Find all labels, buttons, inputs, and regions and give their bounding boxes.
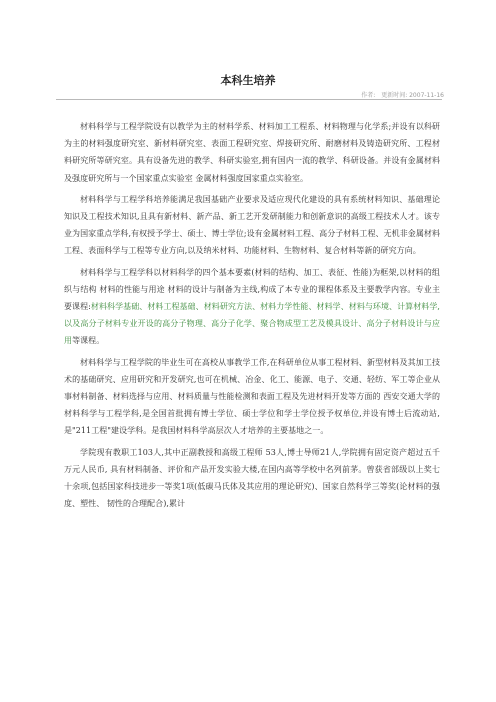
paragraph-careers: 材料科学与工程学院的毕业生可在高校从事教学工作,在科研单位从事工程材料、新型材料及其加工技术的基础研究、应用研究和开发研究,也可在机械、冶金、化工、能源、电子、交通、轻纺、军工等企业从事材料制备、材料选择与应用、材料质量与性能检测和表面工程及先进材料开发等方面的 西安交通大学的材料科学与工程学科,是全国首批拥有博士学位、硕士学位和学士学位授予权单位,并设有博士后流动站,是"211工程"建设学科。是我国材料科学高层次人才培养的主要基地之一。 [64, 357, 440, 436]
course-list-highlight: 材料科学基础、材料工程基础、材料研究方法、材料力学性能、材料学、材料与环境、计算材料学,以及高分子材料专业开设的高分子物理、高分子化学、聚合物成型工艺及模具设计、高分子材料设计与应用 [64, 302, 440, 346]
article-body [64, 118, 440, 516]
title-divider [56, 99, 442, 100]
curriculum-tail-text: 等课程。 [72, 336, 105, 346]
paragraph-curriculum [64, 264, 440, 350]
paragraph-training-goals: 材料科学与工程学科培养能满足我国基础产业要求及适应现代化建设的具有系统材料知识、基础理论知识及工程技术知识,且具有新材料、新产品、新工艺开发研制能力和创新意识的高级工程技术人才。该专业为国家重点学科,有权授予学士、硕士、博士学位;设有金属材料工程、高分子材料工程、无机非金属材料工程、表面科学与工程等专业方向,以及纳米材料、功能材料、生物材料、复合材料等新的研究方向。 [64, 194, 440, 256]
updated-label: 更新时间: 2007-11-16 [381, 92, 444, 99]
curriculum-intro-text: 材料科学与工程学科以材料科学的四个基本要素(材料的结构、加工、表征、性能)为框架,以材料的组织与结构 材料的性能与用途 材料的设计与制备为主线,构成了本专业的课程体系及主要教学内容。专业主要课程: [64, 267, 440, 312]
author-label: 作者: [361, 92, 376, 99]
paragraph-faculty: 学院现有教职工103人,其中正副教授和高级工程师 53人,博士导师21人,学院拥有固定资产超过五千万元人民币, 具有材料制备、评价和产品开发实验大楼,在国内高等学校中名列前茅。曾获省部级以上奖七十余项,包括国家科技进步一等奖1项(低碳马氏体及其应用的理论研究)、国家自然科学三等奖(论材料的强度、塑性、 韧性的合理配合),累计 [64, 447, 440, 509]
paragraph-intro: 材料科学与工程学院设有以教学为主的材料学系、材料加工工程系、材料物理与化学系;并设有以科研为主的材料强度研究室、新材料研究室、表面工程研究室、焊接研究所、耐磨材料及铸造研究所、工程材料研究所等研究室。具有设备先进的教学、科研实验室,拥有国内一流的教学、科研设备。并设有金属材料及强度研究所与一个国家重点实验室 金属材料强度国家重点实验室。 [64, 122, 440, 183]
article-meta [357, 90, 444, 99]
page-title: 本科生培养 [220, 74, 276, 87]
